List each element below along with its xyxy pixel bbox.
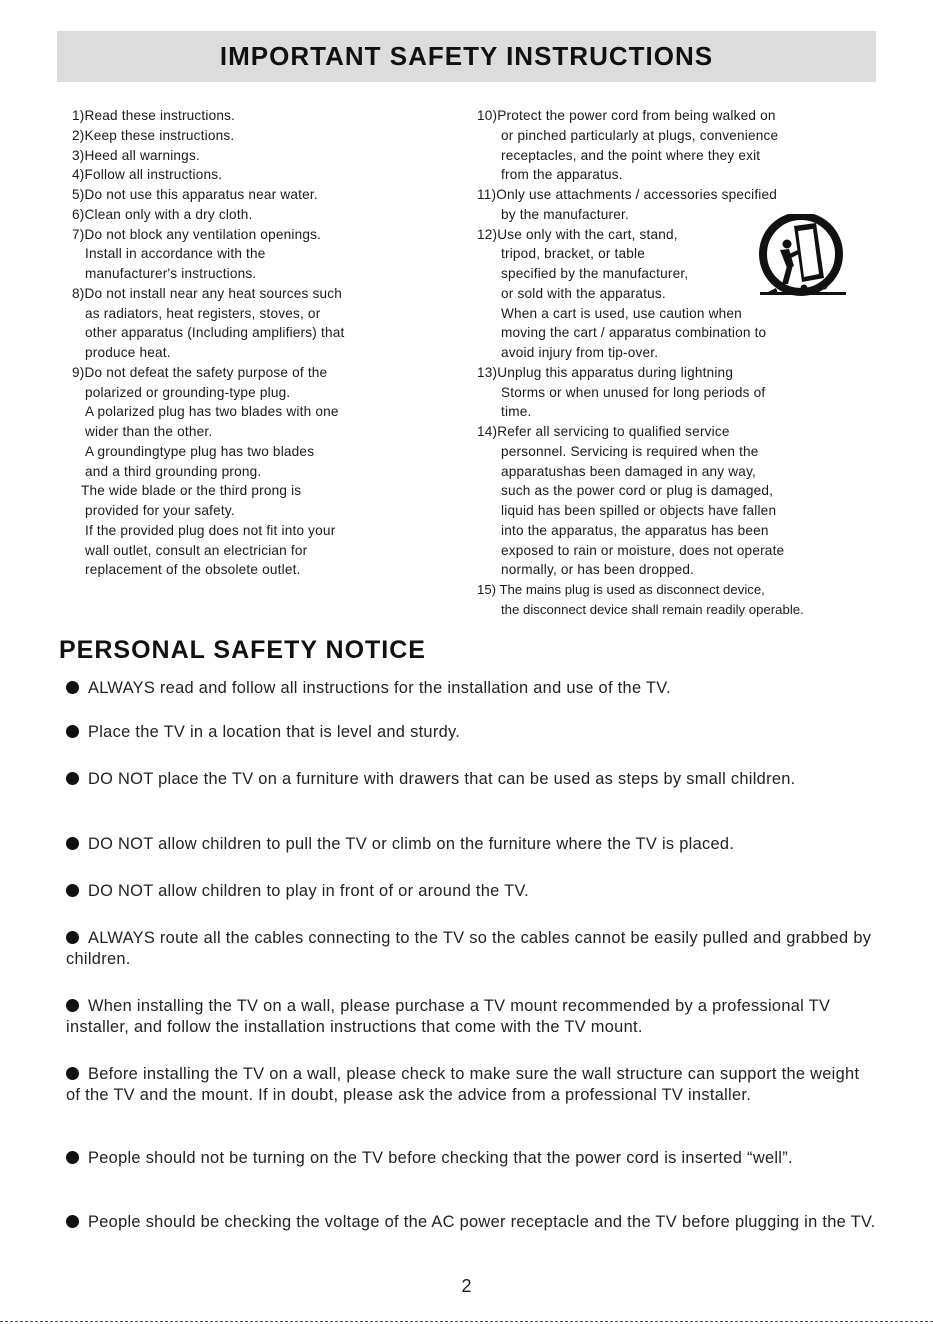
instruction-line: as radiators, heat registers, stoves, or bbox=[85, 305, 321, 321]
safety-bullet bbox=[66, 1212, 876, 1233]
instruction-line: If the provided plug does not fit into your bbox=[85, 522, 336, 538]
instruction-line: into the apparatus, the apparatus has been bbox=[501, 522, 769, 538]
bullet-text: ALWAYS route all the cables connecting to the TV so the cables cannot be easily pulled and grabbed by children. bbox=[66, 929, 872, 968]
instruction-line: 1)Read these instructions. bbox=[72, 108, 236, 123]
instruction-line: 5)Do not use this apparatus near water. bbox=[72, 187, 318, 202]
instruction-line: The wide blade or the third prong is bbox=[81, 483, 302, 499]
instruction-line: avoid injury from tip-over. bbox=[501, 345, 659, 360]
instruction-line: 7)Do not block any ventilation openings. bbox=[72, 226, 322, 242]
safety-bullet bbox=[66, 996, 876, 1038]
bullet-dot-icon bbox=[66, 837, 79, 850]
instruction-line: A groundingtype plug has two blades bbox=[85, 443, 315, 459]
instruction-line: 15) The mains plug is used as disconnect device, bbox=[477, 582, 765, 597]
bullet-text: DO NOT allow children to pull the TV or climb on the furniture where the TV is placed. bbox=[88, 835, 735, 853]
instruction-line: 8)Do not install near any heat sources such bbox=[72, 285, 343, 301]
cart-tip-over-warning-icon bbox=[754, 214, 849, 300]
instruction-line: manufacturer's instructions. bbox=[85, 266, 257, 281]
instruction-line: exposed to rain or moisture, does not operate bbox=[501, 542, 785, 558]
instruction-line: normally, or has been dropped. bbox=[501, 562, 695, 578]
instruction-line: apparatushas been damaged in any way, bbox=[501, 463, 757, 479]
safety-bullet bbox=[66, 769, 876, 790]
bullet-text: When installing the TV on a wall, please purchase a TV mount recommended by a professional TV installer, and follow the installation instructions that come with the TV mount. bbox=[66, 997, 831, 1036]
safety-bullet bbox=[66, 881, 876, 902]
bullet-dot-icon bbox=[66, 681, 79, 694]
instruction-line: Storms or when unused for long periods of bbox=[501, 384, 766, 400]
instruction-line: 10)Protect the power cord from being walked on bbox=[477, 108, 776, 123]
instruction-line: and a third grounding prong. bbox=[85, 463, 262, 479]
instruction-line: liquid has been spilled or objects have fallen bbox=[501, 503, 777, 518]
instruction-line: receptacles, and the point where they exit bbox=[501, 147, 761, 163]
page-number: 2 bbox=[461, 1276, 472, 1296]
instruction-line: the disconnect device shall remain readily operable. bbox=[501, 601, 804, 617]
bullet-text: People should be checking the voltage of the AC power receptacle and the TV before plugging in the TV. bbox=[88, 1213, 876, 1231]
bullet-text: Place the TV in a location that is level and sturdy. bbox=[88, 723, 461, 741]
safety-bullet bbox=[66, 678, 876, 699]
instruction-line: 9)Do not defeat the safety purpose of the bbox=[72, 364, 328, 380]
instruction-line: personnel. Servicing is required when the bbox=[501, 443, 759, 459]
header-banner bbox=[57, 31, 876, 82]
instruction-line: provided for your safety. bbox=[85, 503, 235, 518]
instruction-line: Install in accordance with the bbox=[85, 246, 266, 262]
bullet-dot-icon bbox=[66, 772, 79, 785]
instruction-line: by the manufacturer. bbox=[501, 206, 629, 222]
instruction-line: tripod, bracket, or table bbox=[501, 246, 646, 262]
instructions-right-column bbox=[477, 106, 877, 620]
instruction-line: time. bbox=[501, 404, 532, 420]
instruction-line: or sold with the apparatus. bbox=[501, 285, 666, 301]
instruction-line: from the apparatus. bbox=[501, 167, 623, 183]
section-title: PERSONAL SAFETY NOTICE bbox=[59, 636, 426, 664]
bullet-dot-icon bbox=[66, 884, 79, 897]
instruction-line: such as the power cord or plug is damaged, bbox=[501, 483, 774, 499]
instruction-line: wall outlet, consult an electrician for bbox=[85, 542, 308, 558]
instruction-line: 12)Use only with the cart, stand, bbox=[477, 226, 678, 242]
bullet-text: DO NOT place the TV on a furniture with drawers that can be used as steps by small children. bbox=[88, 770, 796, 788]
bullet-dot-icon bbox=[66, 1215, 79, 1228]
instruction-line: or pinched particularly at plugs, convenience bbox=[501, 127, 779, 143]
instruction-line: moving the cart / apparatus combination to bbox=[501, 325, 767, 341]
instruction-line: other apparatus (Including amplifiers) that bbox=[85, 325, 345, 341]
instruction-line: A polarized plug has two blades with one bbox=[85, 404, 339, 420]
instruction-line: produce heat. bbox=[85, 345, 171, 360]
safety-bullet bbox=[66, 834, 876, 855]
bullet-text: Before installing the TV on a wall, please check to make sure the wall structure can support the weight of the TV and the mount. If in doubt, please ask the advice from a professional TV installer. bbox=[66, 1065, 860, 1104]
bullet-dot-icon bbox=[66, 1067, 79, 1080]
instruction-line: 14)Refer all servicing to qualified service bbox=[477, 424, 730, 439]
bullet-dot-icon bbox=[66, 1151, 79, 1164]
instruction-line: When a cart is used, use caution when bbox=[501, 305, 742, 321]
bullet-text: DO NOT allow children to play in front of or around the TV. bbox=[88, 882, 530, 900]
instruction-line: 6)Clean only with a dry cloth. bbox=[72, 206, 253, 222]
instruction-line: polarized or grounding-type plug. bbox=[85, 384, 291, 400]
instruction-line: 11)Only use attachments / accessories specified bbox=[477, 187, 778, 202]
bullet-text: People should not be turning on the TV before checking that the power cord is inserted “well”. bbox=[88, 1149, 793, 1167]
safety-bullet bbox=[66, 928, 876, 970]
instruction-line: 3)Heed all warnings. bbox=[72, 147, 200, 163]
instruction-line: 2)Keep these instructions. bbox=[72, 127, 235, 143]
instruction-line: 13)Unplug this apparatus during lightning bbox=[477, 364, 734, 380]
instruction-line: 4)Follow all instructions. bbox=[72, 167, 223, 183]
instructions-left-column bbox=[72, 106, 412, 580]
bullet-dot-icon bbox=[66, 931, 79, 944]
safety-bullet bbox=[66, 722, 876, 743]
bullet-dot-icon bbox=[66, 725, 79, 738]
safety-bullet bbox=[66, 1148, 876, 1169]
safety-bullet bbox=[66, 1064, 876, 1106]
page-title: IMPORTANT SAFETY INSTRUCTIONS bbox=[219, 41, 714, 71]
bullet-dot-icon bbox=[66, 999, 79, 1012]
page-divider bbox=[0, 1321, 933, 1322]
instruction-line: wider than the other. bbox=[85, 424, 213, 439]
instruction-line: specified by the manufacturer, bbox=[501, 266, 689, 281]
bullet-text: ALWAYS read and follow all instructions for the installation and use of the TV. bbox=[88, 679, 671, 697]
instruction-line: replacement of the obsolete outlet. bbox=[85, 562, 301, 578]
